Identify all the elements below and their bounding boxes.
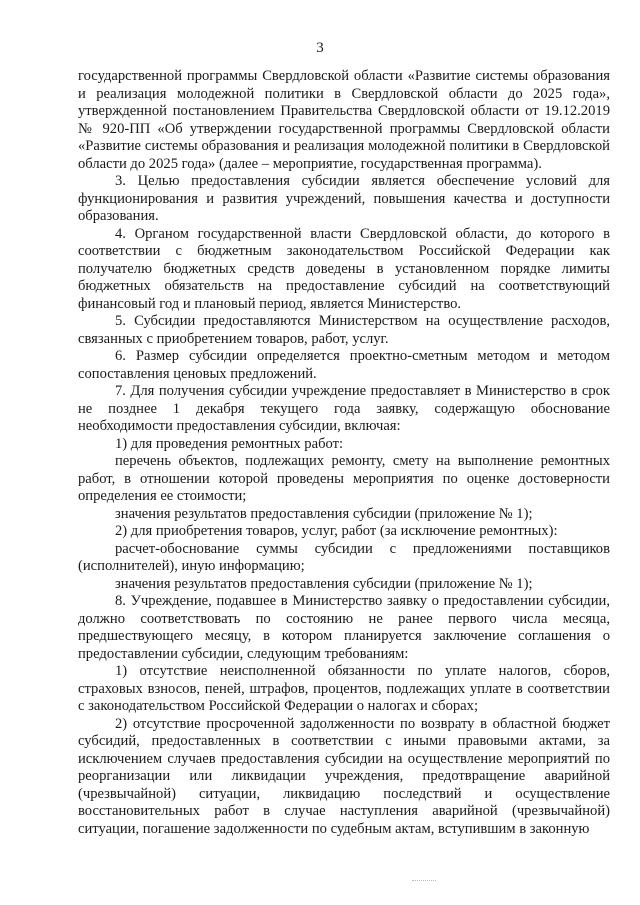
- paragraph-7: 7. Для получения субсидии учреждение предоставляет в Министерство в срок не позднее 1 декабря текущего года заявку, содержащую обоснование необходимости предоставления субсидии, включая:: [78, 383, 610, 434]
- paragraph-4: 4. Органом государственной власти Свердловской области, до которого в соответствии с бюджетным законодательством Российской Федерации как получателю бюджетных средств доведены в установленном порядке лимиты бюджетных обязательств на предоставление субсидий на соответствующий финансовый год и плановый период, является Министерство.: [78, 225, 610, 312]
- paragraph-7-item-1-results: значения результатов предоставления субсидии (приложение № 1);: [115, 505, 533, 522]
- paragraph-3: 3. Целью предоставления субсидии является обеспечение условий для функционирования и развития учреждений, повышения качества и доступности образования.: [78, 173, 610, 224]
- paragraph-8-item-1: 1) отсутствие неисполненной обязанности по уплате налогов, сборов, страховых взносов, пеней, штрафов, процентов, подлежащих уплате в соответствии с законодательством Российской Федерации о налогах и сборах;: [78, 663, 610, 714]
- paragraph-6: 6. Размер субсидии определяется проектно-сметным методом и методом сопоставления ценовых предложений.: [78, 348, 610, 382]
- paragraph-7-item-1: 1) для проведения ремонтных работ:: [115, 435, 344, 452]
- paragraph-7-item-2-calc: расчет-обоснование суммы субсидии с предложениями поставщиков (исполнителей), иную информацию;: [78, 540, 610, 574]
- document-body: [78, 68, 610, 838]
- paragraph-5: 5. Субсидии предоставляются Министерством на осуществление расходов, связанных с приобретением товаров, работ, услуг.: [78, 313, 610, 347]
- page-number: 3: [316, 40, 324, 56]
- paragraph-continuation: государственной программы Свердловской области «Развитие системы образования и реализация молодежной политики в Свердловской области до 2025 года», утвержденной постановлением Правительства Свердловской области от 19.12.2019 № 920-ПП «Об утверждении государственной программы Свердловской области «Развитие системы образования и реализация молодежной политики в Свердловской области до 2025 года» (далее – мероприятие, государственная программа).: [78, 68, 610, 172]
- paragraph-8: 8. Учреждение, подавшее в Министерство заявку о предоставлении субсидии, должно соответствовать по состоянию не ранее первого числа месяца, предшествующего месяцу, в котором планируется заключение соглашения о предоставлении субсидии, следующим требованиям:: [78, 593, 610, 662]
- paragraph-7-item-2: 2) для приобретения товаров, услуг, работ (за исключение ремонтных):: [115, 523, 558, 539]
- paragraph-7-item-2-results: значения результатов предоставления субсидии (приложение № 1);: [115, 575, 533, 592]
- scan-artifact: [412, 880, 436, 882]
- paragraph-7-item-1-list: перечень объектов, подлежащих ремонту, смету на выполнение ремонтных работ, в отношении которой проведены мероприятия по оценке достоверности определения ее стоимости;: [78, 453, 610, 504]
- paragraph-8-item-2: 2) отсутствие просроченной задолженности по возврату в областной бюджет субсидий, предоставленных в соответствии с иными правовыми актами, за исключением случаев предоставления субсидии на осуществление мероприятий по реорганизации или ликвидации учреждения, предотвращение аварийной (чрезвычайной) ситуации, ликвидацию последствий и осуществление восстановительных работ в случае наступления аварийной (чрезвычайной) ситуации, погашение задолженности по судебным актам, вступившим в законную: [78, 715, 610, 837]
